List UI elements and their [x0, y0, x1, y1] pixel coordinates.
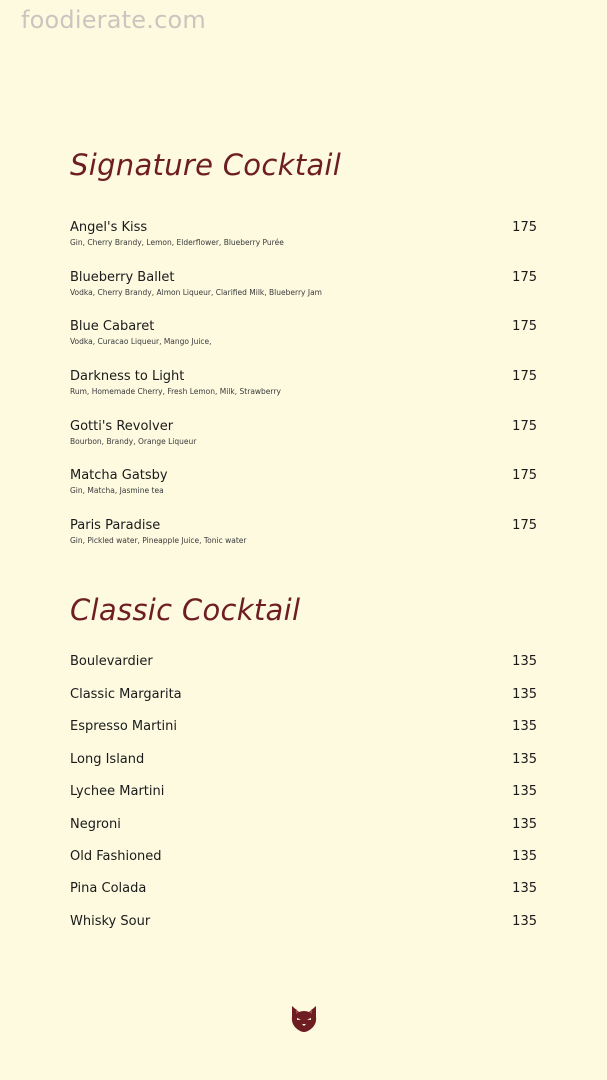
item-description: Gin, Pickled water, Pineapple Juice, Tonic water: [70, 536, 247, 545]
item-price: 135: [512, 881, 537, 896]
item-name: Espresso Martini: [70, 719, 178, 734]
menu-item: [70, 881, 537, 897]
item-name: Gotti's Revolver: [70, 419, 174, 434]
item-price: 175: [512, 369, 537, 384]
item-price: 135: [512, 687, 537, 702]
item-name: Long Island: [70, 752, 145, 767]
menu-item: [70, 849, 537, 865]
item-name: Old Fashioned: [70, 849, 162, 864]
menu-item: [70, 817, 537, 833]
item-price: 135: [512, 752, 537, 767]
item-name: Blue Cabaret: [70, 319, 155, 334]
menu-item: [70, 468, 537, 496]
menu-item: [70, 220, 537, 248]
menu-item: [70, 270, 537, 298]
item-name: Negroni: [70, 817, 121, 832]
item-description: Gin, Cherry Brandy, Lemon, Elderflower, Blueberry Purée: [70, 238, 284, 247]
item-price: 135: [512, 654, 537, 669]
menu-item: [70, 518, 537, 546]
item-price: 175: [512, 319, 537, 334]
menu-item: [70, 914, 537, 930]
item-description: Bourbon, Brandy, Orange Liqueur: [70, 437, 197, 446]
item-name: Boulevardier: [70, 654, 153, 669]
item-name: Pina Colada: [70, 881, 147, 896]
menu-item: [70, 719, 537, 735]
signature-cocktail-heading: Signature Cocktail: [70, 148, 342, 182]
item-name: Classic Margarita: [70, 687, 182, 702]
item-price: 175: [512, 270, 537, 285]
item-name: Whisky Sour: [70, 914, 151, 929]
item-description: Vodka, Curacao Liqueur, Mango Juice,: [70, 337, 212, 346]
item-name: Lychee Martini: [70, 784, 165, 799]
item-price: 135: [512, 784, 537, 799]
item-price: 175: [512, 518, 537, 533]
menu-item: [70, 752, 537, 768]
cat-head-icon: [289, 1004, 319, 1034]
menu-item: [70, 319, 537, 347]
item-price: 135: [512, 849, 537, 864]
item-name: Darkness to Light: [70, 369, 185, 384]
menu-item: [70, 654, 537, 670]
item-description: Vodka, Cherry Brandy, Almon Liqueur, Clarified Milk, Blueberry Jam: [70, 288, 322, 297]
item-price: 175: [512, 419, 537, 434]
item-name: Blueberry Ballet: [70, 270, 175, 285]
classic-cocktail-heading: Classic Cocktail: [70, 593, 301, 627]
item-name: Angel's Kiss: [70, 220, 148, 235]
item-price: 175: [512, 220, 537, 235]
item-price: 135: [512, 914, 537, 929]
item-description: Rum, Homemade Cherry, Fresh Lemon, Milk, Strawberry: [70, 387, 281, 396]
menu-item: [70, 369, 537, 397]
item-price: 135: [512, 719, 537, 734]
menu-item: [70, 419, 537, 447]
menu-item: [70, 687, 537, 703]
item-name: Paris Paradise: [70, 518, 161, 533]
watermark: foodierate.com: [21, 6, 206, 34]
item-price: 175: [512, 468, 537, 483]
item-description: Gin, Matcha, Jasmine tea: [70, 486, 164, 495]
item-price: 135: [512, 817, 537, 832]
menu-item: [70, 784, 537, 800]
item-name: Matcha Gatsby: [70, 468, 168, 483]
